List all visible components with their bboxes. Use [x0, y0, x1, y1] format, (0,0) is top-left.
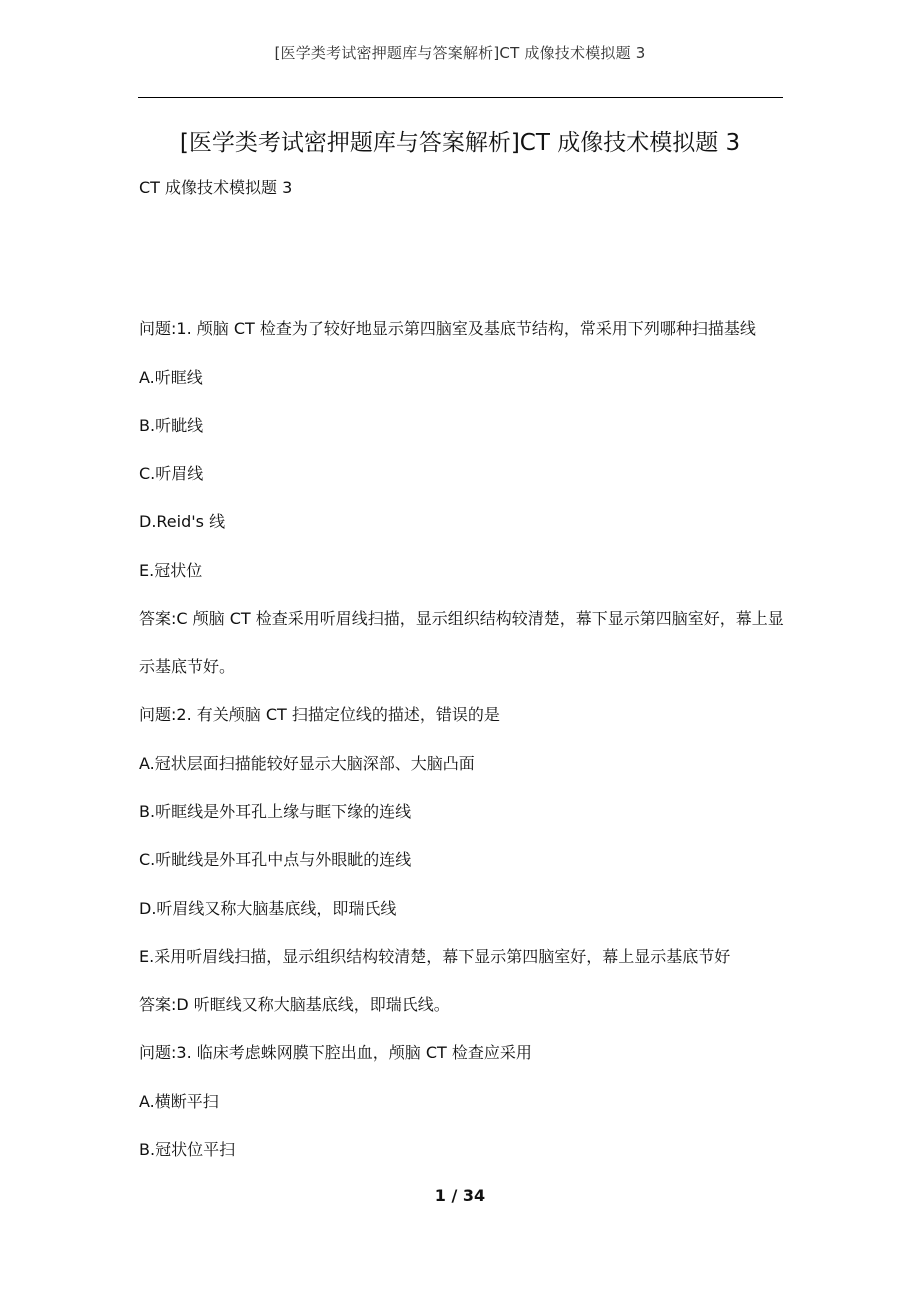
question-2-option-b: B.听眶线是外耳孔上缘与眶下缘的连线: [139, 802, 412, 821]
question-2-option-e: E.采用听眉线扫描，显示组织结构较清楚，幕下显示第四脑室好，幕上显示基底节好: [139, 947, 731, 966]
running-header: [医学类考试密押题库与答案解析]CT 成像技术模拟题 3: [274, 44, 646, 62]
question-3-option-b: B.冠状位平扫: [139, 1140, 236, 1159]
document-subtitle: CT 成像技术模拟题 3: [139, 178, 293, 197]
question-2-option-d: D.听眉线又称大脑基底线，即瑞氏线: [139, 899, 397, 918]
question-1-answer-continued: 示基底节好。: [139, 657, 236, 676]
question-2-option-a: A.冠状层面扫描能较好显示大脑深部、大脑凸面: [139, 754, 475, 773]
page-number: 1 / 34: [434, 1186, 486, 1205]
question-1-option-a: A.听眶线: [139, 368, 203, 387]
question-1-option-b: B.听眦线: [139, 416, 204, 435]
document-title: [医学类考试密押题库与答案解析]CT 成像技术模拟题 3: [179, 130, 741, 156]
question-2-answer: 答案:D 听眶线又称大脑基底线，即瑞氏线。: [139, 995, 450, 1014]
question-2-stem: 问题:2. 有关颅脑 CT 扫描定位线的描述，错误的是: [139, 705, 500, 724]
header-divider: [138, 97, 783, 98]
question-1-answer: 答案:C 颅脑 CT 检查采用听眉线扫描，显示组织结构较清楚，幕下显示第四脑室好，幕上显: [139, 609, 784, 628]
question-1-option-e: E.冠状位: [139, 561, 203, 580]
question-1-stem: 问题:1. 颅脑 CT 检查为了较好地显示第四脑室及基底节结构，常采用下列哪种扫描基线: [139, 319, 756, 338]
question-1-option-d: D.Reid's 线: [139, 512, 226, 531]
question-3-option-a: A.横断平扫: [139, 1092, 219, 1111]
question-3-stem: 问题:3. 临床考虑蛛网膜下腔出血，颅脑 CT 检查应采用: [139, 1043, 532, 1062]
question-1-option-c: C.听眉线: [139, 464, 204, 483]
question-2-option-c: C.听眦线是外耳孔中点与外眼眦的连线: [139, 850, 412, 869]
